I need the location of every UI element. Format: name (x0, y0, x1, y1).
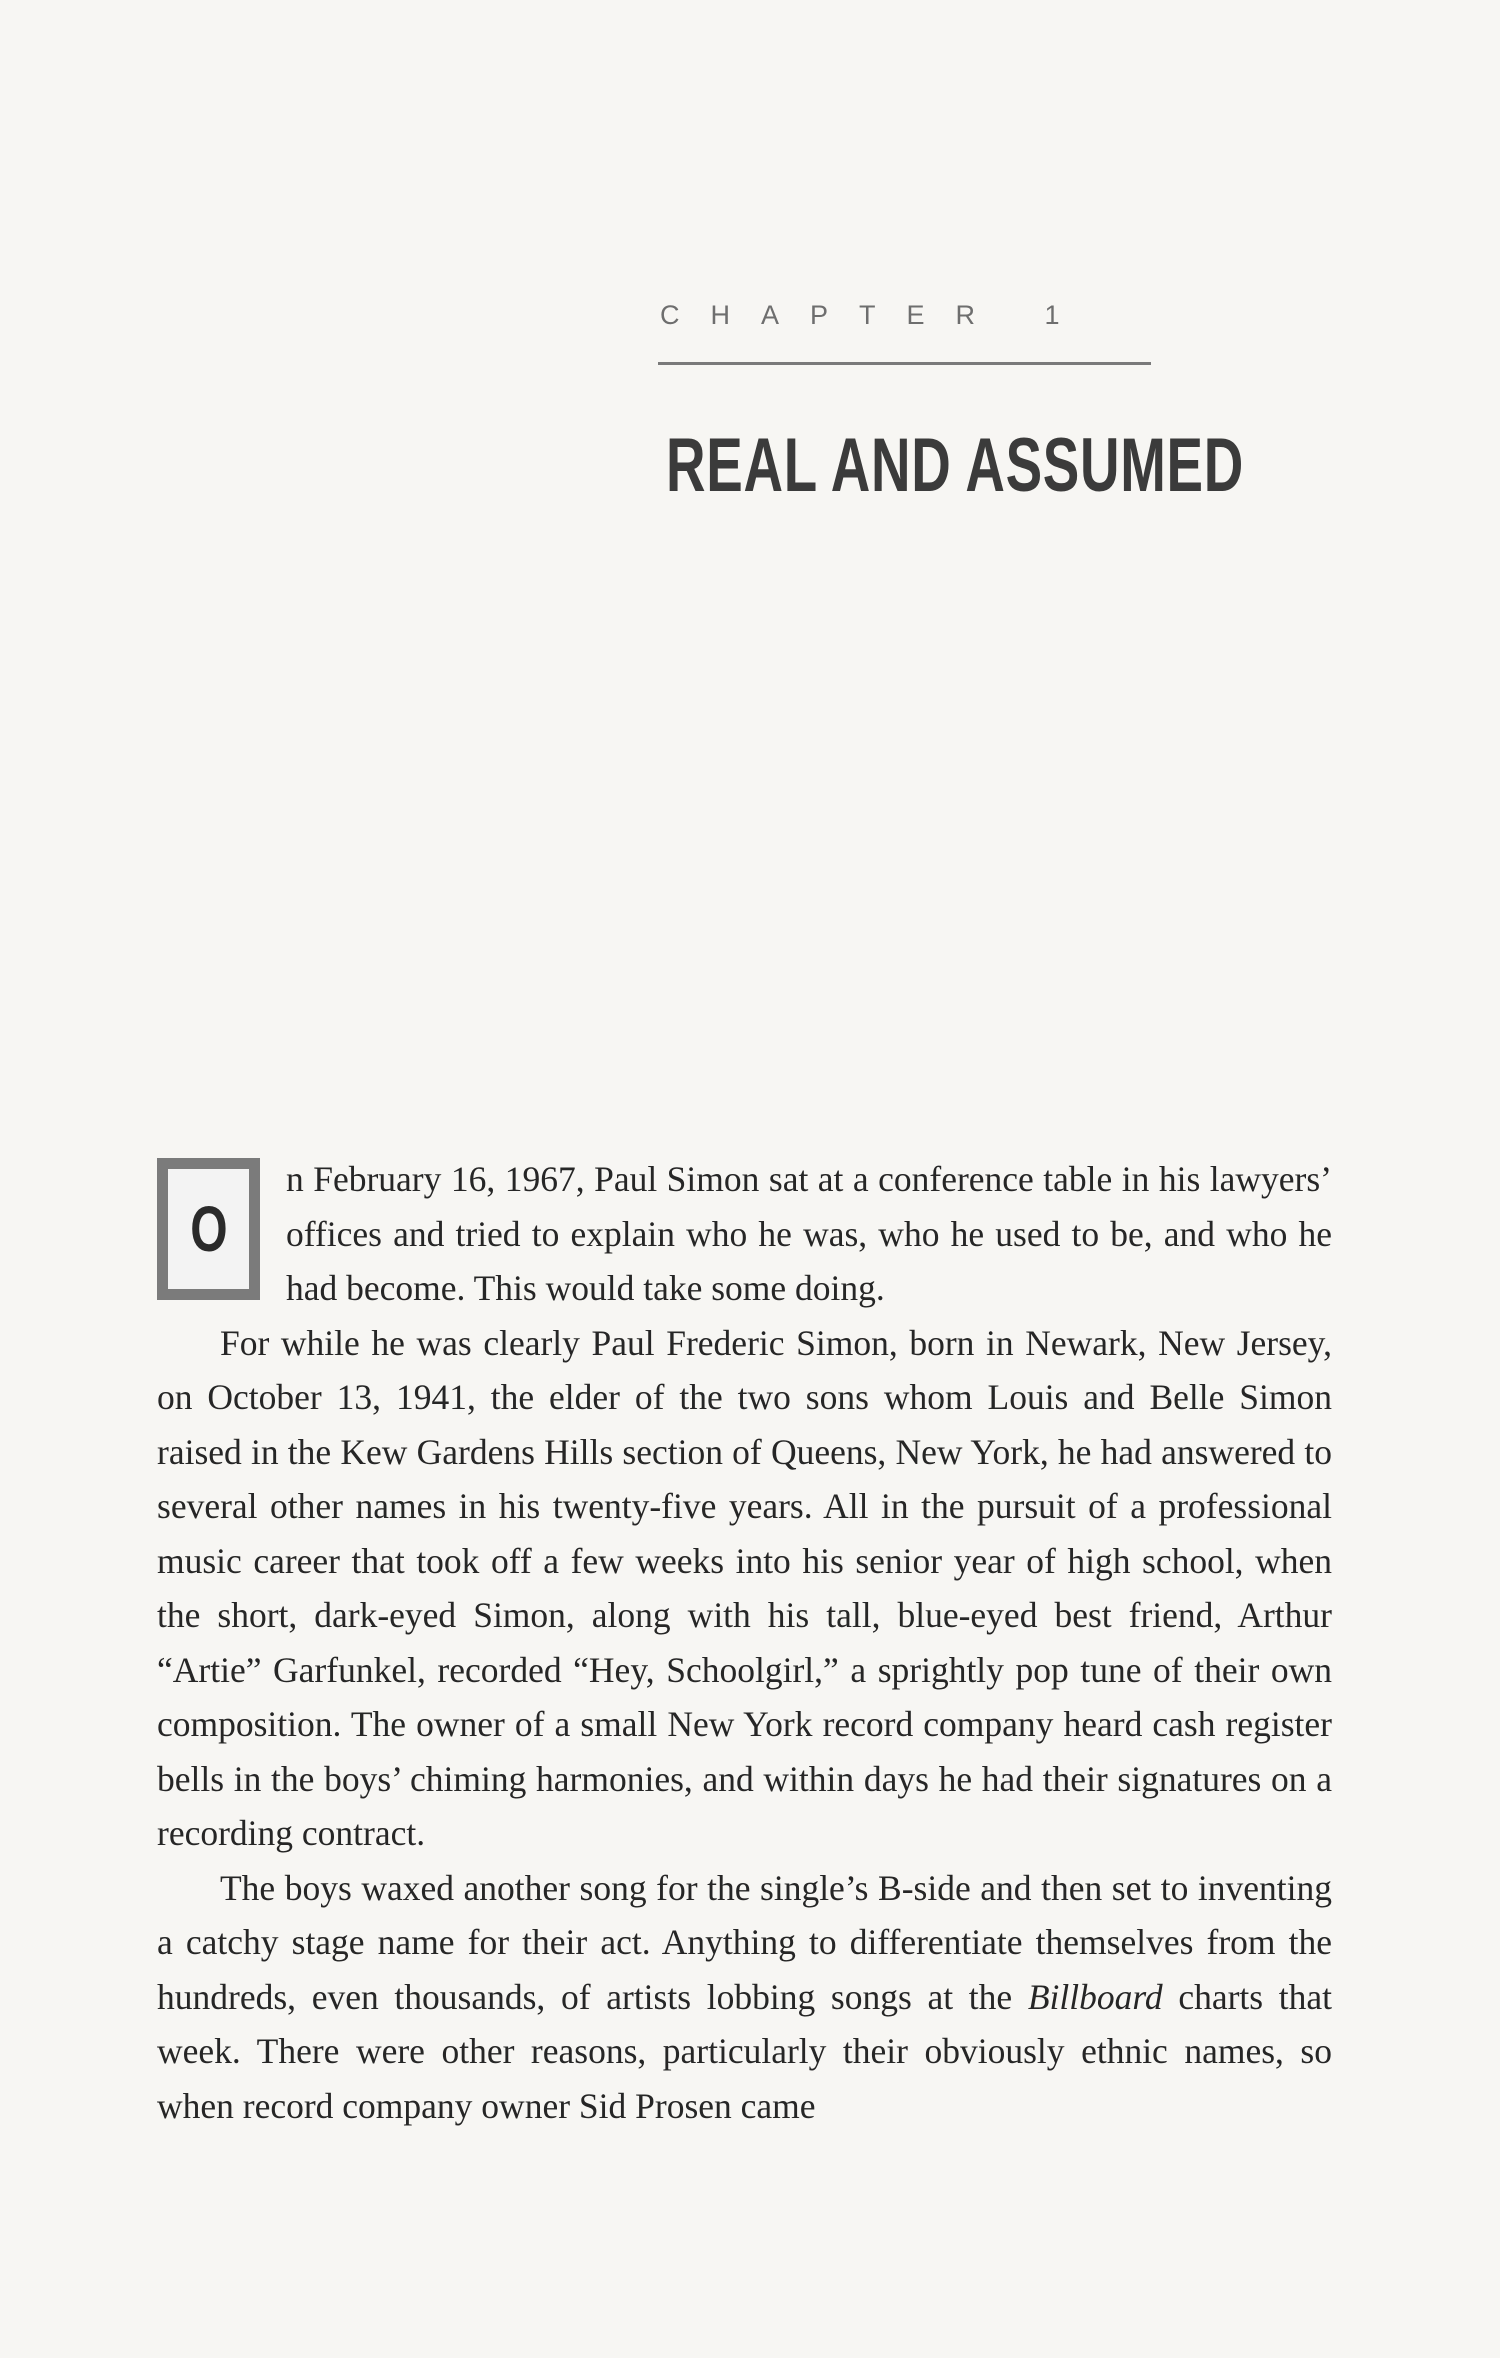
chapter-divider (658, 362, 1151, 365)
paragraph-3 (157, 1861, 1332, 2134)
paragraph-3-text-b: charts that week. There were other reasons, particularly their obviously ethnic names, so when record company owner Sid Prosen came (157, 1976, 1333, 2126)
paragraph-2: For while he was clearly Paul Frederic Simon, born in Newark, New Jersey, on October 13, 1941, the elder of the two sons whom Louis and Belle Simon raised in the Kew Gardens Hills section of Queens, New York, he had answered to several other names in his twenty-five years. All in the pursuit of a professional music career that took off a few weeks into his senior year of high school, when the short, dark-eyed Simon, along with his tall, blue-eyed best friend, Arthur “Artie” Garfunkel, recorded “Hey, Schoolgirl,” a sprightly pop tune of their own composition. The owner of a small New York record company heard cash register bells in the boys’ chiming harmonies, and within days he had their signatures on a recording contract. (157, 1322, 1332, 1853)
chapter-body (157, 1152, 1332, 2133)
opening-paragraph-text: n February 16, 1967, Paul Simon sat at a conference table in his lawyers’ offices and tried to explain who he was, who he used to be, and who he had become. This would take some doing. (286, 1159, 1332, 1308)
paragraph-3-text-a: The boys waxed another song for the single’s B-side and then set to inventing a catchy stage name for their act. Anything to differentiate themselves from the hundreds, even thousands, of artists lobbing songs at the (157, 1867, 1332, 2017)
drop-cap (157, 1158, 260, 1300)
drop-cap-letter: O (189, 1193, 228, 1265)
opening-paragraph (157, 1152, 1332, 1316)
chapter-title: REAL AND ASSUMED (666, 423, 1245, 508)
billboard-italic: Billboard (1027, 1976, 1163, 2017)
chapter-label: CHAPTER 1 (660, 300, 1091, 330)
